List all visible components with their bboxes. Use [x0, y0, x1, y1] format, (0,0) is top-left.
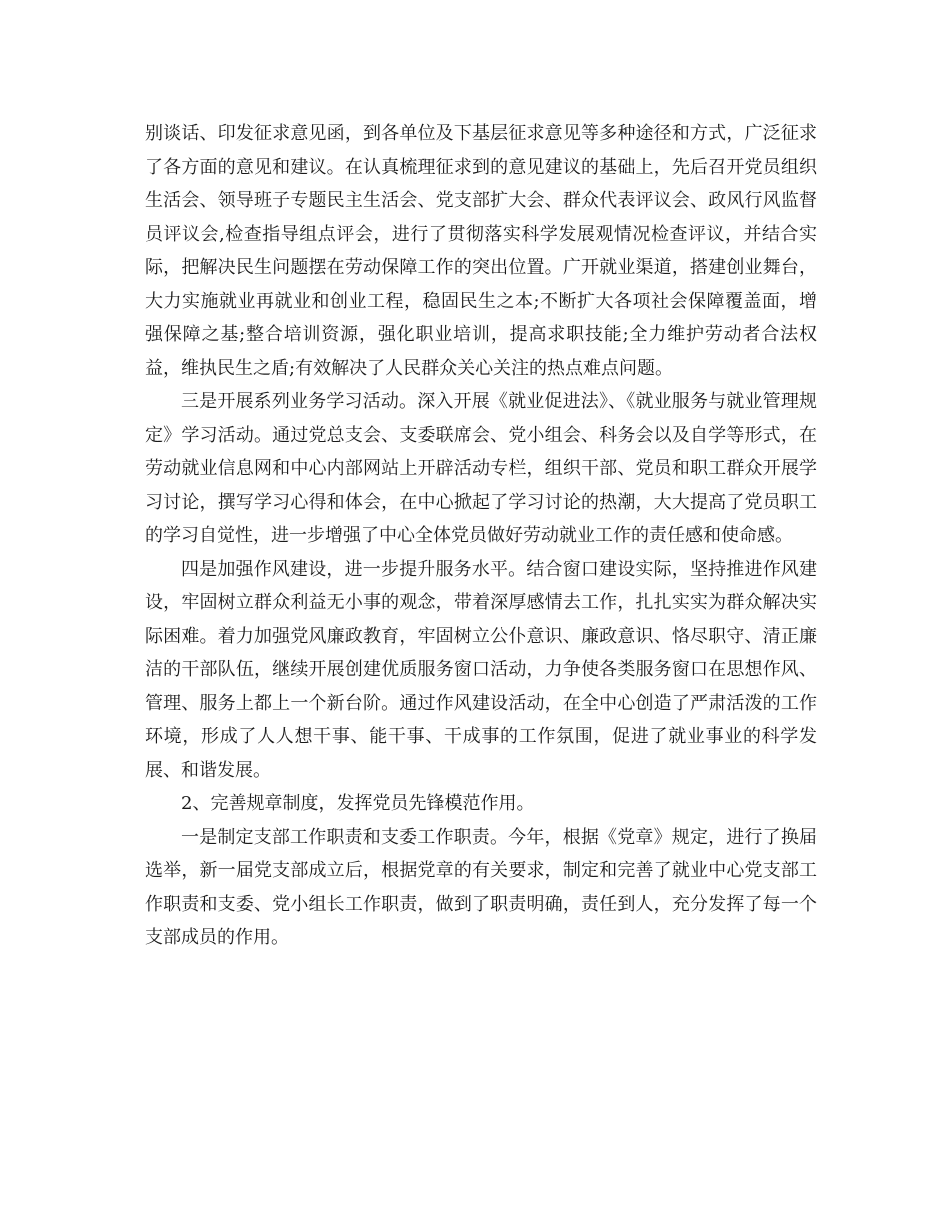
paragraph-continuation: 别谈话、印发征求意见函，到各单位及下基层征求意见等多种途径和方式，广泛征求了各方面的意见和建议。在认真梳理征求到的意见建议的基础上，先后召开党员组织生活会、领导班子专题民主生活会、党支部扩大会、群众代表评议会、政风行风监督员评议会,检查指导组点评会，进行了贯彻落实科学发展观情况检查评议，并结合实际，把解决民生问题摆在劳动保障工作的突出位置。广开就业渠道，搭建创业舞台，大力实施就业再就业和创业工程，稳固民生之本;不断扩大各项社会保障覆盖面，增强保障之基;整合培训资源，强化职业培训，提高求职技能;全力维护劳动者合法权益，维执民生之盾;有效解决了人民群众关心关注的热点难点问题。	[145, 123, 817, 379]
document-body	[145, 117, 817, 955]
paragraph-branch-duties: 一是制定支部工作职责和支委工作职责。今年，根据《党章》规定，进行了换届选举，新一届党支部成立后，根据党章的有关要求，制定和完善了就业中心党支部工作职责和支委、党小组长工作职责，做到了职责明确，责任到人，充分发挥了每一个支部成员的作用。	[145, 826, 817, 948]
paragraph-work-style: 四是加强作风建设，进一步提升服务水平。结合窗口建设实际，坚持推进作风建设，牢固树立群众利益无小事的观念，带着深厚感情去工作，扎扎实实为群众解决实际困难。着力加强党风廉政教育，牢固树立公仆意识、廉政意识、恪尽职守、清正廉洁的干部队伍，继续开展创建优质服务窗口活动，力争使各类服务窗口在思想作风、管理、服务上都上一个新台阶。通过作风建设活动，在全中心创造了严肃活泼的工作环境，形成了人人想干事、能干事、干成事的工作氛围，促进了就业事业的科学发展、和谐发展。	[145, 558, 817, 781]
paragraph-business-study: 三是开展系列业务学习活动。深入开展《就业促进法》、《就业服务与就业管理规定》学习活动。通过党总支会、支委联席会、党小组会、科务会以及自学等形式，在劳动就业信息网和中心内部网站上开辟活动专栏，组织干部、党员和职工群众开展学习讨论，撰写学习心得和体会，在中心掀起了学习讨论的热潮，大大提高了党员职工的学习自觉性，进一步增强了中心全体党员做好劳动就业工作的责任感和使命感。	[145, 391, 817, 546]
section-heading-rules: 2、完善规章制度，发挥党员先锋模范作用。	[181, 793, 535, 814]
